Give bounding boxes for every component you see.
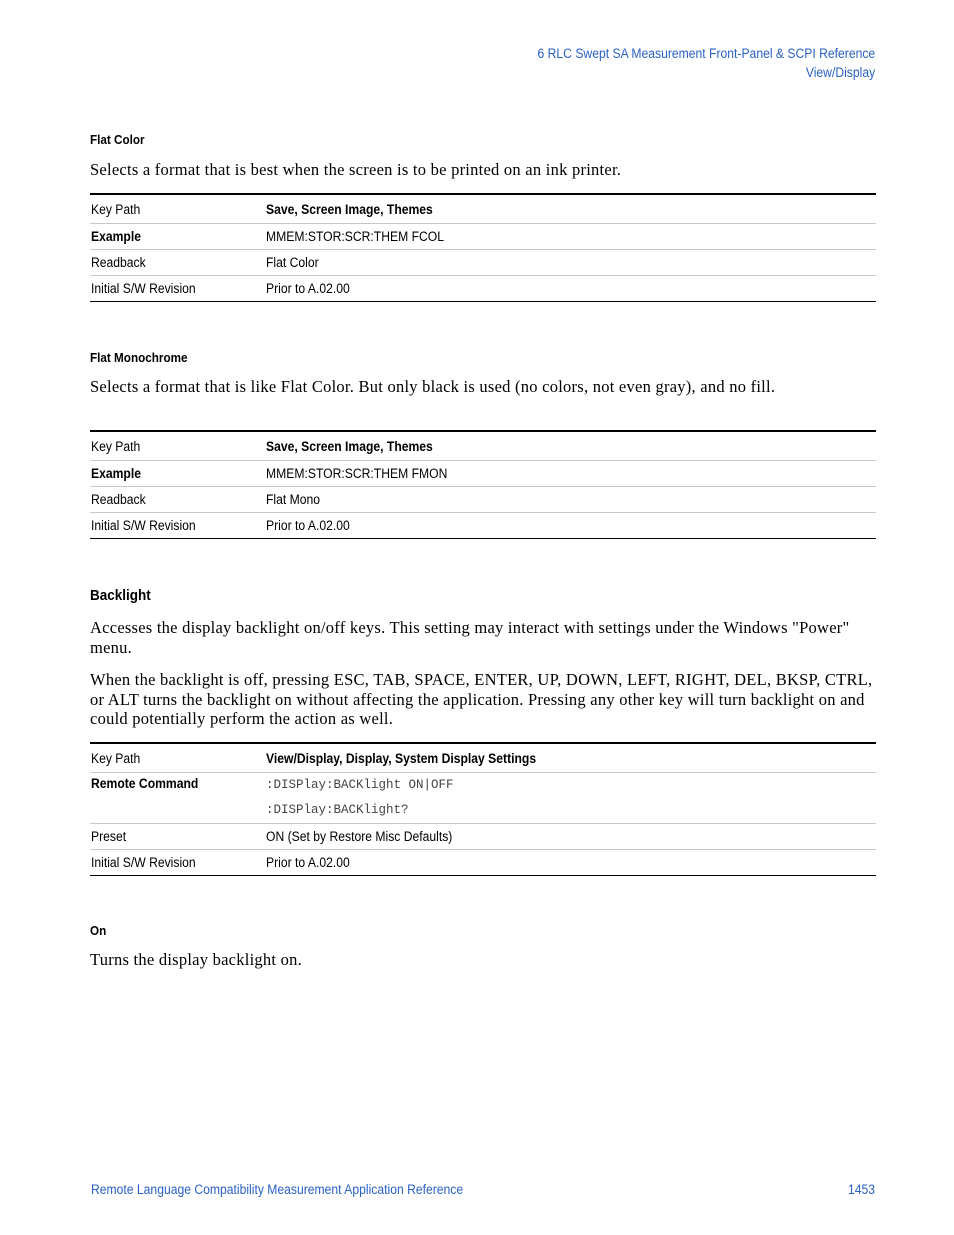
table-row	[90, 250, 876, 276]
row-key: Remote Command	[91, 776, 199, 791]
chapter-title: 6 RLC Swept SA Measurement Front-Panel & SCPI Reference	[537, 46, 875, 61]
table-row	[90, 487, 876, 513]
row-key: Initial S/W Revision	[91, 281, 196, 296]
key-table-flat-color	[90, 193, 876, 302]
row-value: Prior to A.02.00	[266, 518, 350, 533]
remote-command-set: :DISPlay:BACKlight ON|OFF	[266, 778, 454, 792]
table-row	[90, 773, 876, 824]
row-key: Key Path	[91, 438, 141, 454]
table-row	[90, 431, 876, 461]
heading-flat-color: Flat Color	[90, 132, 145, 147]
table-row	[90, 276, 876, 302]
table-row	[90, 461, 876, 487]
table-row	[90, 743, 876, 773]
row-key: Example	[91, 229, 141, 244]
heading-backlight: Backlight	[90, 587, 151, 604]
running-header	[537, 44, 875, 82]
row-key: Readback	[91, 255, 146, 270]
table-row	[90, 850, 876, 876]
paragraph: Accesses the display backlight on/off keys. This setting may interact with settings under the Windows "Power" menu.	[90, 618, 850, 657]
page-number: 1453	[847, 1182, 875, 1197]
paragraph: Selects a format that is like Flat Color. But only black is used (no colors, not even gray), and no fill.	[90, 377, 776, 396]
table-row	[90, 824, 876, 850]
paragraph: Turns the display backlight on.	[90, 950, 303, 969]
row-value: Prior to A.02.00	[266, 281, 350, 296]
key-table-flat-monochrome	[90, 430, 876, 539]
row-key: Key Path	[91, 750, 141, 766]
row-value: MMEM:STOR:SCR:THEM FMON	[266, 466, 448, 481]
row-key: Key Path	[91, 201, 141, 217]
row-value: ON (Set by Restore Misc Defaults)	[266, 829, 453, 844]
table-row	[90, 224, 876, 250]
row-value: Flat Mono	[266, 492, 321, 507]
paragraph: When the backlight is off, pressing ESC, TAB, SPACE, ENTER, UP, DOWN, LEFT, RIGHT, DEL, BKSP, CTRL, or ALT turns the backlight on without affecting the application. Pressing any other key will turn backlight on and could potentially perform the action as well.	[90, 670, 873, 728]
table-row	[90, 194, 876, 224]
row-key: Initial S/W Revision	[91, 855, 196, 870]
row-key: Preset	[91, 829, 127, 844]
paragraph: Selects a format that is best when the screen is to be printed on an ink printer.	[90, 160, 622, 179]
heading-flat-monochrome: Flat Monochrome	[90, 350, 188, 365]
footer-title: Remote Language Compatibility Measurement Application Reference	[91, 1182, 464, 1197]
row-value: Prior to A.02.00	[266, 855, 350, 870]
row-value: Save, Screen Image, Themes	[266, 201, 433, 217]
row-key: Readback	[91, 492, 146, 507]
heading-on: On	[90, 923, 107, 938]
remote-command-query: :DISPlay:BACKlight?	[266, 803, 409, 817]
row-value: View/Display, Display, System Display Settings	[266, 750, 537, 766]
key-table-backlight	[90, 742, 876, 876]
row-key: Initial S/W Revision	[91, 518, 196, 533]
row-key: Example	[91, 466, 141, 481]
section-title: View/Display	[805, 65, 875, 80]
table-row	[90, 513, 876, 539]
row-value: Flat Color	[266, 255, 319, 270]
row-value: MMEM:STOR:SCR:THEM FCOL	[266, 229, 444, 244]
row-value: Save, Screen Image, Themes	[266, 438, 433, 454]
